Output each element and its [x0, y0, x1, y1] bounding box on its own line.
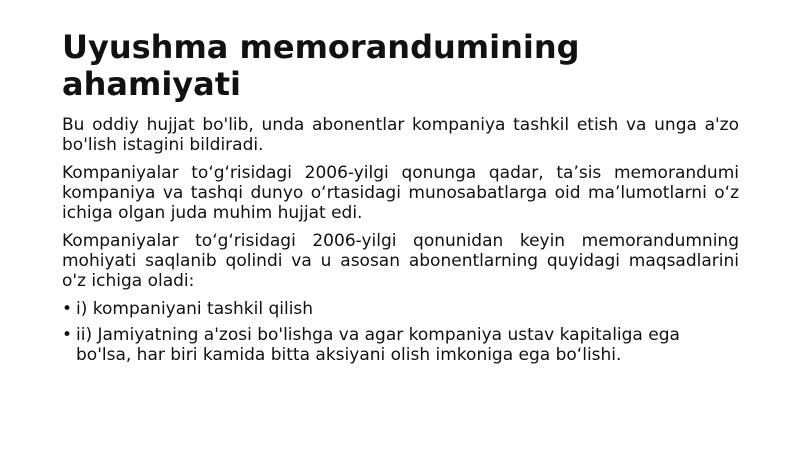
bullet-list [62, 299, 739, 365]
bullet-icon: • [62, 299, 73, 319]
slide-body [62, 115, 739, 371]
list-item [62, 299, 739, 319]
paragraph-after-2006: Kompaniyalar to‘g‘risidagi 2006-yilgi qonunidan keyin memorandumning mohiyati saqlanib qolindi va u asosan abonentlarning quyidagi maqsadlarini o'z ichiga oladi: [62, 231, 739, 291]
paragraph-intro: Bu oddiy hujjat bo'lib, unda abonentlar kompaniya tashkil etish va unga a'zo bo'lish istagini bildiradi. [62, 115, 739, 155]
bullet-text: i) kompaniyani tashkil qilish [76, 299, 314, 319]
paragraph-before-2006: Kompaniyalar to‘g‘risidagi 2006-yilgi qonunga qadar, ta’sis memorandumi kompaniya va tashqi dunyo o‘rtasidagi munosabatlarga oid ma’lumotlarni o‘z ichiga olgan juda muhim hujjat edi. [62, 163, 739, 223]
bullet-text: ii) Jamiyatning a'zosi bo'lishga va agar kompaniya ustav kapitaliga ega bo'lsa, har biri kamida bitta aksiyani olish imkoniga ega bo‘lishi. [76, 325, 680, 365]
bullet-icon: • [62, 325, 73, 345]
list-item [62, 325, 739, 365]
slide-title: Uyushma memorandumining ahamiyati [62, 28, 580, 103]
